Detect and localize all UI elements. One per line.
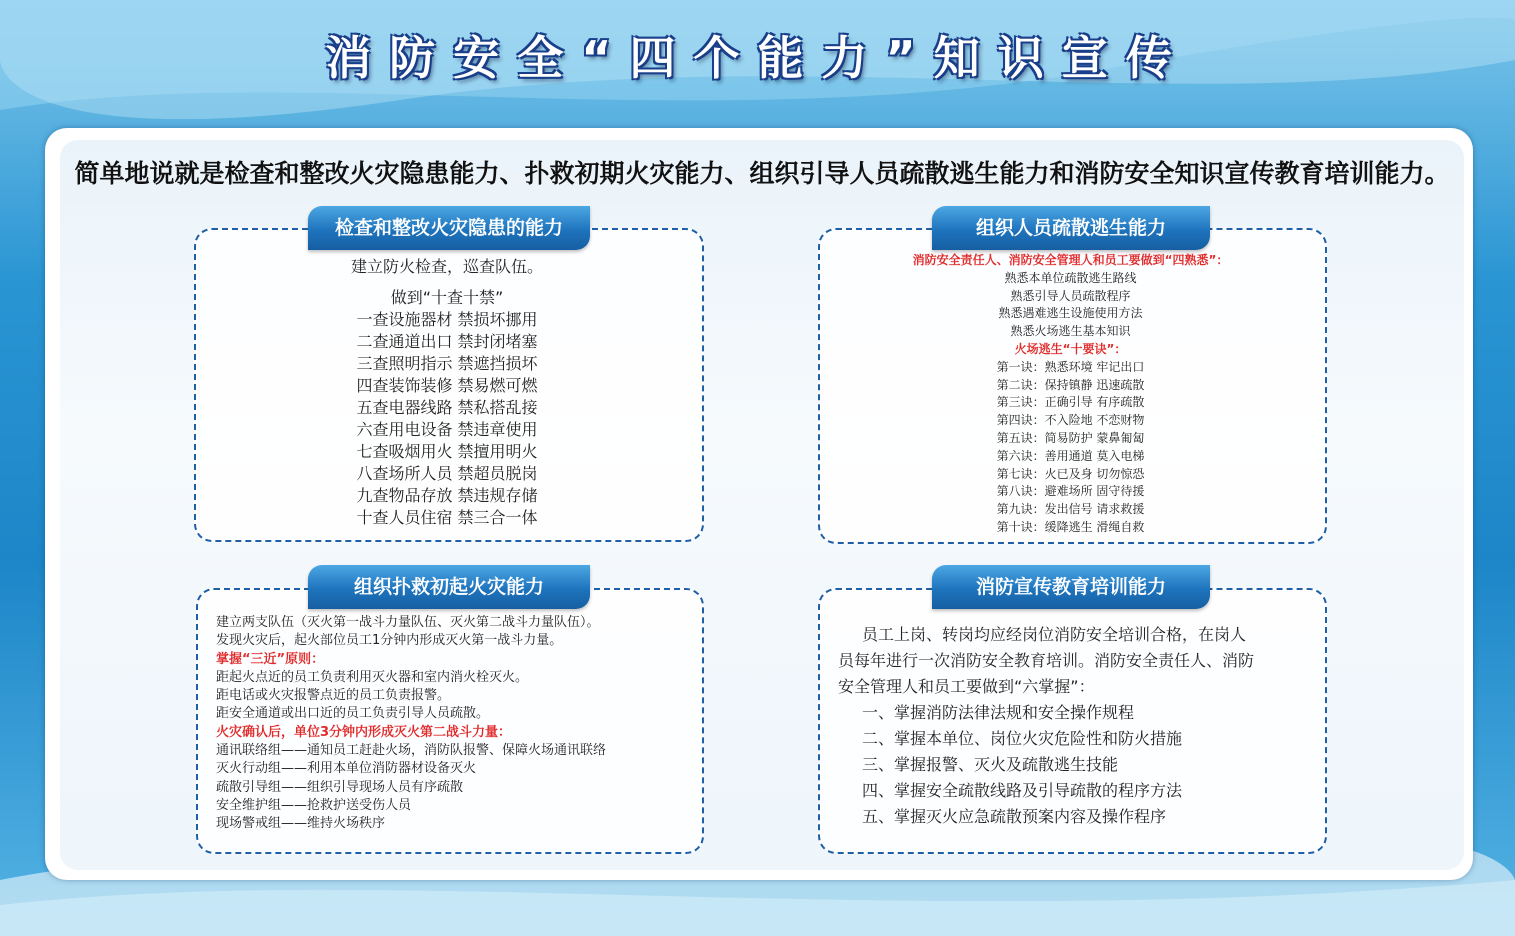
list-item: 三、掌握报警、灭火及疏散逃生技能 [862,755,1119,774]
four-familiar-heading: 消防安全责任人、消防安全管理人和员工要做到“四熟悉”： [912,253,1229,267]
evacuate-header: 组织人员疏散逃生能力 [932,206,1210,250]
list-item: 第七诀：火已及身 切勿惊恐 [996,466,1145,481]
inspect-line1: 建立防火检查，巡查队伍。 [350,257,543,276]
evacuate-content [818,252,1323,537]
list-item: 九查物品存放 禁违规存储 [356,486,538,505]
list-item: 六查用电设备 禁违章使用 [356,420,538,439]
list-item: 第三诀：正确引导 有序疏散 [996,395,1145,410]
list-item: 现场警戒组——维持火场秩序 [216,816,386,832]
inspect-list [194,309,700,529]
ten-tips-heading: 火场逃生“十要诀”： [1014,341,1127,356]
list-item: 疏散引导组——组织引导现场人员有序疏散 [216,779,464,795]
list-item: 一、掌握消防法律法规和安全操作规程 [862,703,1135,722]
list-item: 第二诀：保持镇静 迅速疏散 [996,377,1145,392]
inspect-header: 检查和整改火灾隐患的能力 [308,206,590,250]
list-item: 二查通道出口 禁封闭堵塞 [356,332,538,351]
inspect-line2: 做到“十查十禁” [390,288,504,307]
list-item: 第六诀：善用通道 莫入电梯 [996,448,1145,463]
list-item: 八查场所人员 禁超员脱岗 [356,464,538,483]
page-title: 消防安全“四个能力”知识宣传 [325,31,1190,85]
fight-header: 组织扑救初起火灾能力 [308,565,590,609]
list-item: 四、掌握安全疏散线路及引导疏散的程序方法 [862,781,1183,800]
three-near-heading: 掌握“三近”原则： [216,651,325,667]
list-item: 第四诀：不入险地 不恋财物 [996,413,1145,428]
paragraph-line: 员工上岗、转岗均应经岗位消防安全培训合格，在岗人 [862,625,1247,644]
list-item: 三查照明指示 禁遮挡损坏 [356,354,538,373]
train-header: 消防宣传教育培训能力 [932,565,1210,609]
list-item: 距安全通道或出口近的员工负责引导人员疏散。 [216,706,490,722]
list-item: 通讯联络组——通知员工赶赴火场，消防队报警、保障火场通讯联络 [216,743,607,759]
list-item: 七查吸烟用火 禁擅用明火 [356,442,538,461]
list-item: 二、掌握本单位、岗位火灾危险性和防火措施 [862,729,1183,748]
list-item: 熟悉引导人员疏散程序 [1010,288,1131,303]
paragraph-line: 安全管理人和员工要做到“六掌握”： [838,677,1095,696]
paragraph-line: 员每年进行一次消防安全教育培训。消防安全责任人、消防 [838,651,1255,670]
list-item: 五、掌握灭火应急疏散预案内容及操作程序 [862,807,1167,826]
summary-text: 简单地说就是检查和整改火灾隐患能力、扑救初期火灾能力、组织引导人员疏散逃生能力和消防安全知识宣传教育培训能力。 [74,159,1450,188]
list-item: 熟悉本单位疏散逃生路线 [1004,270,1137,285]
fight-content [216,614,686,834]
list-item: 建立两支队伍（灭火第一战斗力量队伍、灭火第二战斗力量队伍）。 [216,615,600,630]
list-item: 第一诀：熟悉环境 牢记出口 [996,359,1145,374]
list-item: 距起火点近的员工负责利用灭火器和室内消火栓灭火。 [216,669,529,685]
list-item: 一查设施器材 禁损坏挪用 [356,310,538,329]
list-item: 五查电器线路 禁私搭乱接 [356,398,538,417]
train-content [838,622,1308,830]
second-force-heading: 火灾确认后，单位3分钟内形成灭火第二战斗力量： [216,724,512,740]
list-item: 第五诀：简易防护 蒙鼻匍匐 [996,430,1145,445]
list-item: 第九诀：发出信号 请求救援 [996,502,1145,517]
list-item: 四查装饰装修 禁易燃可燃 [356,376,538,395]
list-item: 第八诀：避难场所 固守待援 [996,484,1145,499]
list-item: 灭火行动组——利用本单位消防器材设备灭火 [216,761,477,777]
list-item: 距电话或火灾报警点近的员工负责报警。 [216,688,451,704]
list-item: 十查人员住宿 禁三合一体 [356,508,538,527]
list-item: 第十诀：缓降逃生 滑绳自救 [996,519,1145,534]
list-item: 熟悉遇难逃生设施使用方法 [998,306,1143,321]
list-item: 熟悉火场逃生基本知识 [1010,324,1131,339]
list-item: 发现火灾后，起火部位员工1分钟内形成灭火第一战斗力量。 [216,633,563,649]
list-item: 安全维护组——抢救护送受伤人员 [216,797,412,813]
